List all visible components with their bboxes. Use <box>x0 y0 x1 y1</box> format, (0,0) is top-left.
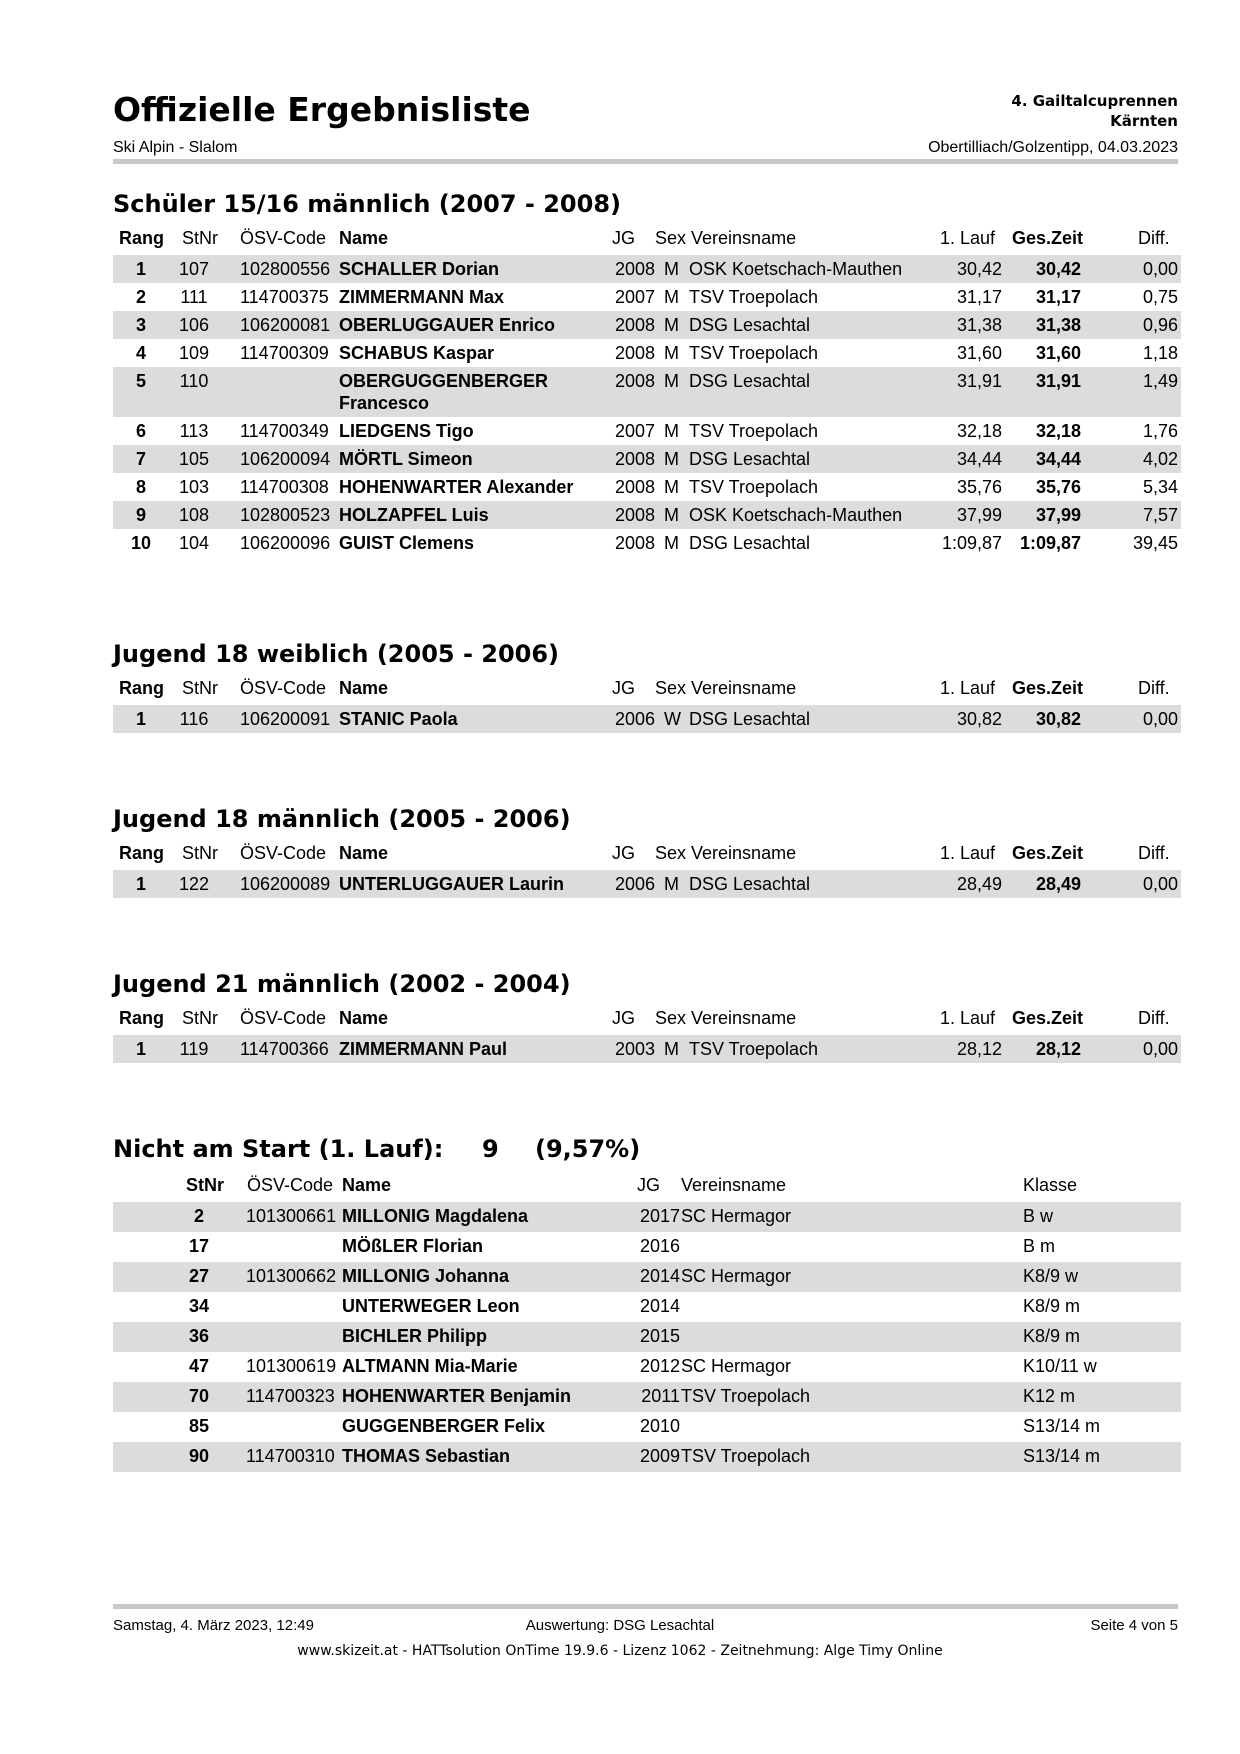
cell-gesamt: 30,82 <box>1035 709 1081 729</box>
dns-row <box>113 1352 1181 1382</box>
dns-cell-jg: 2015 <box>639 1326 680 1346</box>
cell-sex: M <box>664 505 679 525</box>
cell-diff: 0,00 <box>1142 709 1178 729</box>
cell-jg: 2006 <box>614 874 655 894</box>
header-rang: Rang <box>119 678 164 698</box>
cell-diff: 4,02 <box>1142 449 1178 469</box>
cell-club: TSV Troepolach <box>689 287 819 307</box>
dns-header-jg: JG <box>637 1175 661 1195</box>
cell-club: TSV Troepolach <box>689 1039 819 1059</box>
cell-sex: M <box>664 449 679 469</box>
dns-cell-oesv: 101300619 <box>246 1356 337 1376</box>
dns-cell-stnr: 17 <box>188 1236 210 1256</box>
section-title: Schüler 15/16 männlich (2007 - 2008) <box>113 190 621 218</box>
cell-jg: 2008 <box>614 259 655 279</box>
dns-cell-stnr: 90 <box>188 1446 210 1466</box>
dns-cell-jg: 2010 <box>639 1416 680 1436</box>
dns-cell-klasse: K8/9 w <box>1023 1266 1079 1286</box>
cell-sex: W <box>664 709 681 729</box>
cell-name: LIEDGENS Tigo <box>339 421 474 441</box>
dns-cell-jg: 2011 <box>641 1386 680 1406</box>
dns-cell-name: MILLONIG Johanna <box>342 1266 510 1286</box>
cell-gesamt: 31,17 <box>1035 287 1081 307</box>
result-row <box>113 705 1181 733</box>
dns-cell-club: SC Hermagor <box>681 1266 792 1286</box>
cell-sex: M <box>664 371 679 391</box>
dns-cell-club: SC Hermagor <box>681 1356 792 1376</box>
cell-gesamt: 31,38 <box>1035 315 1081 335</box>
cell-oesv: 114700375 <box>240 287 329 307</box>
dns-cell-name: UNTERWEGER Leon <box>342 1296 520 1316</box>
cell-name: ZIMMERMANN Max <box>339 287 504 307</box>
cell-stnr: 113 <box>179 421 209 441</box>
cell-gesamt: 30,42 <box>1035 259 1081 279</box>
header-jg: JG <box>612 678 636 698</box>
cell-club: TSV Troepolach <box>689 477 819 497</box>
cell-name: SCHALLER Dorian <box>339 259 500 279</box>
dns-percent: (9,57%) <box>535 1135 641 1163</box>
dns-cell-name: ALTMANN Mia-Marie <box>342 1356 518 1376</box>
dns-cell-klasse: K8/9 m <box>1023 1326 1081 1346</box>
cell-oesv: 114700309 <box>240 343 329 363</box>
cell-diff: 7,57 <box>1142 505 1178 525</box>
dns-header-oesv: ÖSV-Code <box>247 1175 334 1195</box>
result-row <box>113 501 1181 529</box>
result-row <box>113 473 1181 501</box>
cell-rang: 2 <box>135 287 146 307</box>
cell-name: HOHENWARTER Alexander <box>339 477 574 497</box>
dns-cell-stnr: 27 <box>188 1266 210 1286</box>
cell-club: TSV Troepolach <box>689 343 819 363</box>
header-oesv: ÖSV-Code <box>240 228 327 248</box>
header-lauf1: 1. Lauf <box>940 843 996 863</box>
cell-oesv: 106200091 <box>240 709 331 729</box>
cell-rang: 3 <box>135 315 146 335</box>
dns-header-club: Vereinsname <box>681 1175 787 1195</box>
cell-stnr: 107 <box>178 259 210 279</box>
cell-lauf1: 31,38 <box>956 315 1002 335</box>
dns-cell-oesv: 114700310 <box>246 1446 335 1466</box>
header-lauf1: 1. Lauf <box>940 1008 996 1028</box>
header-lauf1: 1. Lauf <box>940 678 996 698</box>
header-gesamt: Ges.Zeit <box>1012 228 1084 248</box>
result-row <box>113 339 1181 367</box>
section-title: Jugend 18 männlich (2005 - 2006) <box>113 805 571 833</box>
dns-header-stnr: StNr <box>186 1175 225 1195</box>
cell-diff: 0,00 <box>1142 259 1178 279</box>
cell-stnr: 116 <box>179 709 209 729</box>
dns-cell-jg: 2012 <box>639 1356 680 1376</box>
result-row <box>113 283 1181 311</box>
cell-name: SCHABUS Kaspar <box>339 343 495 363</box>
dns-cell-klasse: K8/9 m <box>1023 1296 1081 1316</box>
cell-stnr: 111 <box>180 287 208 307</box>
cell-rang: 5 <box>135 371 146 391</box>
cell-sex: M <box>664 343 679 363</box>
dns-cell-jg: 2014 <box>639 1266 680 1286</box>
footer-credits: www.skizeit.at - HATTsolution OnTime 19.9.6 - Lizenz 1062 - Zeitnehmung: Alge Timy Online <box>297 1643 943 1659</box>
result-row <box>113 255 1181 283</box>
dns-cell-stnr: 70 <box>188 1386 210 1406</box>
header-name: Name <box>339 228 389 248</box>
header-name: Name <box>339 1008 389 1028</box>
header-rang: Rang <box>119 228 164 248</box>
cell-stnr: 105 <box>178 449 210 469</box>
cell-stnr: 106 <box>178 315 210 335</box>
dns-cell-stnr: 36 <box>188 1326 210 1346</box>
dns-row <box>113 1412 1181 1442</box>
cell-oesv: 114700308 <box>240 477 329 497</box>
cell-club: OSK Koetschach-Mauthen <box>689 505 903 525</box>
section-title: Jugend 18 weiblich (2005 - 2006) <box>113 640 560 668</box>
cell-club: OSK Koetschach-Mauthen <box>689 259 903 279</box>
header-name: Name <box>339 678 389 698</box>
cell-club: DSG Lesachtal <box>689 371 811 391</box>
cell-jg: 2008 <box>614 505 655 525</box>
cell-lauf1: 1:09,87 <box>941 533 1002 553</box>
cell-name-line2: Francesco <box>339 393 430 413</box>
cell-club: DSG Lesachtal <box>689 874 811 894</box>
dns-cell-jg: 2017 <box>639 1206 680 1226</box>
dns-header-name: Name <box>342 1175 392 1195</box>
cell-diff: 1,18 <box>1142 343 1178 363</box>
event-region: Kärnten <box>1110 112 1178 130</box>
cell-sex: M <box>664 533 679 553</box>
cell-gesamt: 1:09,87 <box>1019 533 1081 553</box>
cell-diff: 39,45 <box>1132 533 1178 553</box>
cell-lauf1: 30,42 <box>956 259 1002 279</box>
dns-row <box>113 1262 1181 1292</box>
header-rule <box>113 159 1178 164</box>
cell-name: HOLZAPFEL Luis <box>339 505 489 525</box>
cell-jg: 2008 <box>614 449 655 469</box>
result-row <box>113 870 1181 898</box>
cell-gesamt: 37,99 <box>1035 505 1081 525</box>
header-gesamt: Ges.Zeit <box>1012 1008 1084 1028</box>
cell-oesv: 106200089 <box>240 874 331 894</box>
cell-gesamt: 28,49 <box>1035 874 1081 894</box>
header-gesamt: Ges.Zeit <box>1012 678 1084 698</box>
cell-lauf1: 31,60 <box>956 343 1002 363</box>
dns-cell-name: MÖßLER Florian <box>342 1236 483 1256</box>
cell-name: OBERLUGGAUER Enrico <box>339 315 556 335</box>
result-row <box>113 311 1181 339</box>
cell-jg: 2007 <box>614 287 655 307</box>
dns-cell-club: SC Hermagor <box>681 1206 792 1226</box>
header-sex-verein: Sex Vereinsname <box>655 1008 797 1028</box>
dns-cell-oesv: 101300661 <box>246 1206 337 1226</box>
cell-stnr: 104 <box>178 533 210 553</box>
cell-club: DSG Lesachtal <box>689 449 811 469</box>
dns-cell-jg: 2016 <box>639 1236 680 1256</box>
cell-stnr: 122 <box>178 874 210 894</box>
section-title: Jugend 21 männlich (2002 - 2004) <box>113 970 571 998</box>
header-jg: JG <box>612 1008 636 1028</box>
cell-sex: M <box>664 287 679 307</box>
page-title: Offizielle Ergebnisliste <box>113 90 531 129</box>
cell-lauf1: 28,12 <box>956 1039 1002 1059</box>
dns-cell-klasse: K12 m <box>1023 1386 1076 1406</box>
cell-jg: 2008 <box>614 371 655 391</box>
dns-cell-club: TSV Troepolach <box>681 1446 811 1466</box>
header-sex-verein: Sex Vereinsname <box>655 843 797 863</box>
cell-oesv: 106200081 <box>240 315 331 335</box>
cell-oesv: 114700366 <box>240 1039 329 1059</box>
cell-rang: 8 <box>135 477 146 497</box>
dns-cell-name: BICHLER Philipp <box>342 1326 487 1346</box>
header-stnr: StNr <box>182 1008 218 1028</box>
cell-rang: 4 <box>135 343 146 363</box>
cell-rang: 9 <box>135 505 146 525</box>
cell-sex: M <box>664 874 679 894</box>
cell-name: ZIMMERMANN Paul <box>339 1039 507 1059</box>
header-diff: Diff. <box>1138 678 1170 698</box>
cell-oesv: 102800556 <box>240 259 331 279</box>
header-diff: Diff. <box>1138 1008 1170 1028</box>
cell-stnr: 110 <box>179 371 209 391</box>
cell-diff: 0,00 <box>1142 874 1178 894</box>
cell-stnr: 119 <box>179 1039 209 1059</box>
dns-cell-oesv: 114700323 <box>246 1386 335 1406</box>
cell-gesamt: 28,12 <box>1035 1039 1081 1059</box>
dns-cell-name: GUGGENBERGER Felix <box>342 1416 546 1436</box>
dns-row <box>113 1292 1181 1322</box>
cell-diff: 1,49 <box>1142 371 1178 391</box>
footer-evaluation: Auswertung: DSG Lesachtal <box>525 1617 715 1634</box>
cell-rang: 1 <box>135 259 146 279</box>
result-row <box>113 529 1181 557</box>
cell-lauf1: 34,44 <box>956 449 1002 469</box>
footer-datetime: Samstag, 4. März 2023, 12:49 <box>113 1617 314 1634</box>
cell-oesv: 106200094 <box>240 449 331 469</box>
cell-gesamt: 31,91 <box>1035 371 1081 391</box>
header-oesv: ÖSV-Code <box>240 843 327 863</box>
dns-header-klasse: Klasse <box>1023 1175 1078 1195</box>
cell-gesamt: 35,76 <box>1035 477 1081 497</box>
location-date: Obertilliach/Golzentipp, 04.03.2023 <box>928 139 1178 156</box>
cell-sex: M <box>664 421 679 441</box>
cell-lauf1: 32,18 <box>956 421 1002 441</box>
cell-club: TSV Troepolach <box>689 421 819 441</box>
header-oesv: ÖSV-Code <box>240 678 327 698</box>
dns-cell-jg: 2014 <box>639 1296 680 1316</box>
cell-sex: M <box>664 477 679 497</box>
header-diff: Diff. <box>1138 228 1170 248</box>
cell-name: GUIST Clemens <box>339 533 475 553</box>
cell-rang: 1 <box>135 874 146 894</box>
header-oesv: ÖSV-Code <box>240 1008 327 1028</box>
cell-stnr: 108 <box>178 505 210 525</box>
header-rang: Rang <box>119 1008 164 1028</box>
result-row <box>113 367 1181 417</box>
cell-sex: M <box>664 259 679 279</box>
dns-row <box>113 1232 1181 1262</box>
cell-jg: 2003 <box>614 1039 655 1059</box>
cell-jg: 2006 <box>614 709 655 729</box>
cell-club: DSG Lesachtal <box>689 315 811 335</box>
cell-gesamt: 34,44 <box>1035 449 1081 469</box>
result-row <box>113 417 1181 445</box>
footer-rule <box>113 1604 1178 1609</box>
discipline: Ski Alpin - Slalom <box>113 139 238 156</box>
dns-cell-klasse: B w <box>1023 1206 1054 1226</box>
header-stnr: StNr <box>182 228 218 248</box>
header-lauf1: 1. Lauf <box>940 228 996 248</box>
header-sex-verein: Sex Vereinsname <box>655 678 797 698</box>
cell-diff: 5,34 <box>1142 477 1178 497</box>
cell-name: UNTERLUGGAUER Laurin <box>339 874 564 894</box>
cell-oesv: 114700349 <box>240 421 329 441</box>
header-diff: Diff. <box>1138 843 1170 863</box>
event-name: 4. Gailtalcuprennen <box>1011 92 1178 110</box>
cell-jg: 2007 <box>614 421 655 441</box>
cell-rang: 6 <box>135 421 146 441</box>
header-stnr: StNr <box>182 843 218 863</box>
header-stnr: StNr <box>182 678 218 698</box>
cell-jg: 2008 <box>614 477 655 497</box>
cell-sex: M <box>664 315 679 335</box>
cell-jg: 2008 <box>614 533 655 553</box>
dns-title: Nicht am Start (1. Lauf): <box>113 1135 444 1163</box>
dns-cell-stnr: 47 <box>188 1356 210 1376</box>
header-name: Name <box>339 843 389 863</box>
cell-lauf1: 28,49 <box>956 874 1002 894</box>
dns-row <box>113 1202 1181 1232</box>
dns-cell-jg: 2009 <box>639 1446 680 1466</box>
dns-cell-klasse: B m <box>1023 1236 1056 1256</box>
cell-lauf1: 30,82 <box>956 709 1002 729</box>
cell-diff: 0,96 <box>1142 315 1178 335</box>
dns-count: 9 <box>482 1135 499 1163</box>
cell-stnr: 109 <box>178 343 210 363</box>
cell-jg: 2008 <box>614 315 655 335</box>
cell-lauf1: 37,99 <box>956 505 1002 525</box>
cell-name: MÖRTL Simeon <box>339 449 473 469</box>
dns-cell-name: THOMAS Sebastian <box>342 1446 511 1466</box>
cell-oesv: 106200096 <box>240 533 331 553</box>
cell-rang: 7 <box>135 449 146 469</box>
footer-page: Seite 4 von 5 <box>1090 1617 1178 1634</box>
cell-stnr: 103 <box>178 477 210 497</box>
cell-lauf1: 31,91 <box>956 371 1002 391</box>
cell-name: STANIC Paola <box>339 709 458 729</box>
dns-cell-stnr: 2 <box>193 1206 204 1226</box>
cell-rang: 1 <box>135 1039 146 1059</box>
cell-name: OBERGUGGENBERGER <box>339 371 549 391</box>
dns-row <box>113 1322 1181 1352</box>
cell-club: DSG Lesachtal <box>689 709 811 729</box>
header-jg: JG <box>612 228 636 248</box>
result-row <box>113 1035 1181 1063</box>
cell-gesamt: 32,18 <box>1035 421 1081 441</box>
header-rang: Rang <box>119 843 164 863</box>
dns-cell-klasse: S13/14 m <box>1023 1416 1101 1436</box>
result-row <box>113 445 1181 473</box>
dns-cell-stnr: 85 <box>188 1416 210 1436</box>
dns-cell-name: HOHENWARTER Benjamin <box>342 1386 572 1406</box>
dns-cell-club: TSV Troepolach <box>681 1386 811 1406</box>
cell-jg: 2008 <box>614 343 655 363</box>
dns-cell-oesv: 101300662 <box>246 1266 337 1286</box>
cell-lauf1: 31,17 <box>956 287 1002 307</box>
header-jg: JG <box>612 843 636 863</box>
dns-row <box>113 1442 1181 1472</box>
cell-rang: 10 <box>130 533 152 553</box>
cell-diff: 0,00 <box>1142 1039 1178 1059</box>
cell-sex: M <box>664 1039 679 1059</box>
cell-diff: 0,75 <box>1142 287 1178 307</box>
cell-oesv: 102800523 <box>240 505 331 525</box>
dns-cell-klasse: K10/11 w <box>1023 1356 1097 1376</box>
cell-lauf1: 35,76 <box>956 477 1002 497</box>
header-gesamt: Ges.Zeit <box>1012 843 1084 863</box>
dns-cell-name: MILLONIG Magdalena <box>342 1206 529 1226</box>
dns-cell-stnr: 34 <box>188 1296 210 1316</box>
cell-diff: 1,76 <box>1142 421 1178 441</box>
dns-row <box>113 1382 1181 1412</box>
cell-club: DSG Lesachtal <box>689 533 811 553</box>
cell-gesamt: 31,60 <box>1035 343 1081 363</box>
header-sex-verein: Sex Vereinsname <box>655 228 797 248</box>
cell-rang: 1 <box>135 709 146 729</box>
dns-cell-klasse: S13/14 m <box>1023 1446 1101 1466</box>
